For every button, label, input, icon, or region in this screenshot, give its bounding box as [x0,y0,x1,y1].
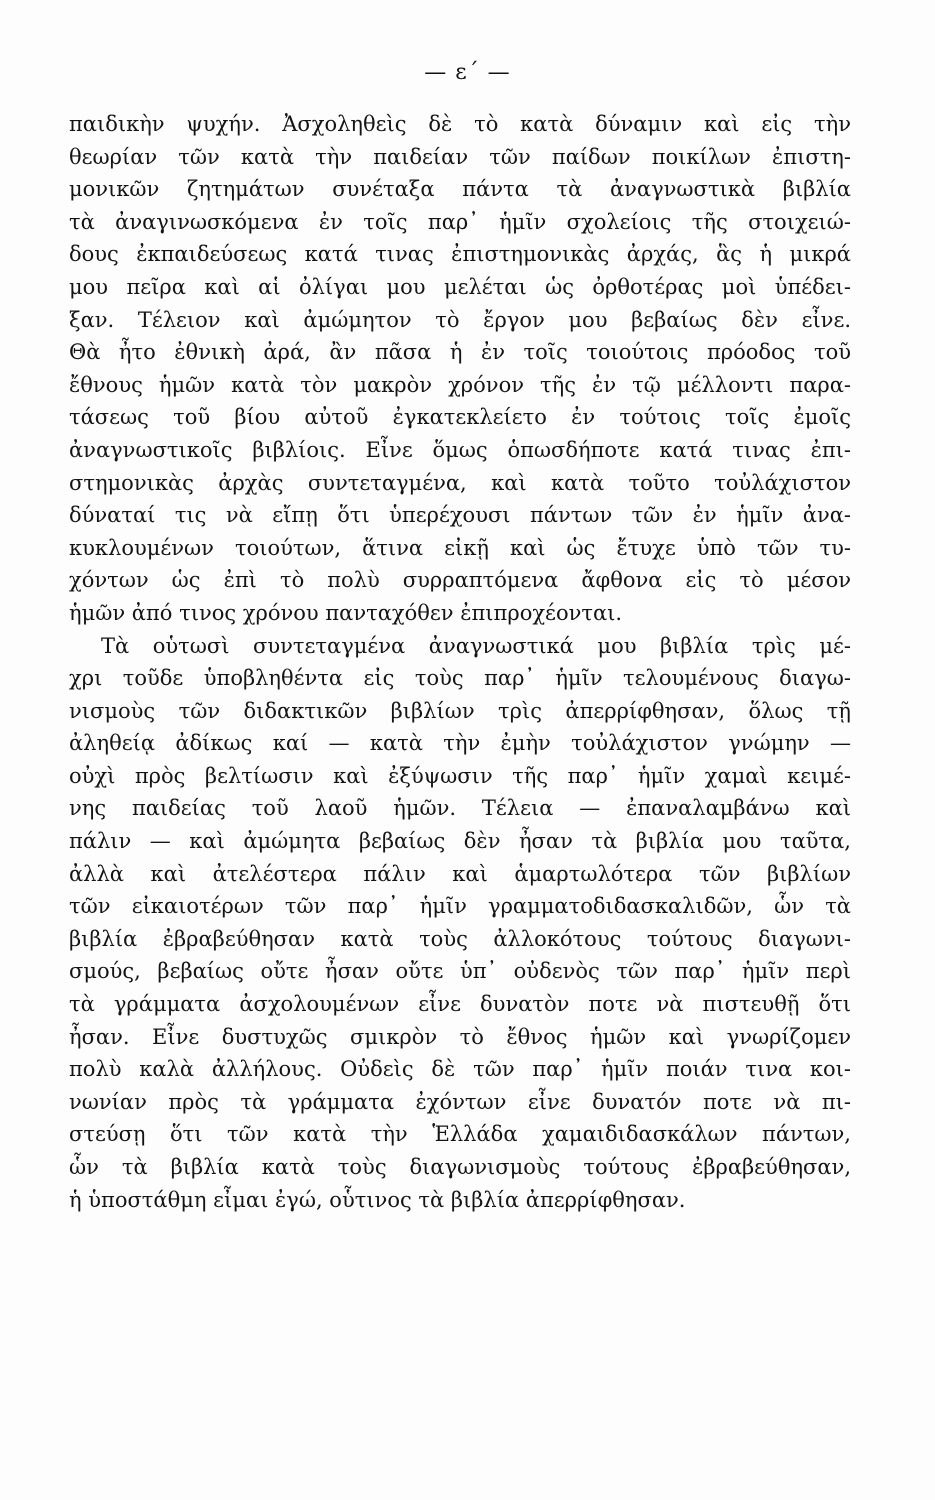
text-line: χρι τοῦδε ὑποβληθέντα εἰς τοὺς παρ᾽ ἡμῖν τελουμένους διαγω- [69,666,851,691]
text-line: ἀναγνωστικοῖς βιβλίοις. Εἶνε ὅμως ὁπωσδήποτε κατά τινας ἐπι- [69,437,851,462]
text-line: βιβλία ἐβραβεύθησαν κατὰ τοὺς ἀλλοκότους τούτους διαγωνι- [69,926,851,951]
text-line: Τὰ οὑτωσὶ συντεταγμένα ἀναγνωστικά μου βιβλία τρὶς μέ- [101,633,851,658]
text-line: πάλιν — καὶ ἀμώμητα βεβαίως δὲν ἦσαν τὰ βιβλία μου ταῦτα, [69,829,851,854]
text-line: στημονικὰς ἀρχὰς συντεταγμένα, καὶ κατὰ τοῦτο τοὐλάχιστον [69,470,851,495]
text-line: δύναταί τις νὰ εἴπῃ ὅτι ὑπερέχουσι πάντων τῶν ἐν ἡμῖν ἀνα- [69,503,851,528]
text-line: θεωρίαν τῶν κατὰ τὴν παιδείαν τῶν παίδων ποικίλων ἐπιστη- [69,144,851,169]
text-line: μονικῶν ζητημάτων συνέταξα πάντα τὰ ἀναγνωστικὰ βιβλία [69,177,851,202]
text-line: πολὺ καλὰ ἀλλήλους. Οὐδεὶς δὲ τῶν παρ᾽ ἡμῖν ποιάν τινα κοι- [69,1057,851,1082]
text-line: μου πεῖρα καὶ αἱ ὀλίγαι μου μελέται ὡς ὀρθοτέρας μοὶ ὑπέδει- [69,274,851,299]
text-line: στεύσῃ ὅτι τῶν κατὰ τὴν Ἑλλάδα χαμαιδιδασκάλων πάντων, [69,1122,851,1147]
text-line: ἡ ὑποστάθμη εἶμαι ἐγώ, οὗτινος τὰ βιβλία ἀπερρίφθησαν. [69,1187,686,1212]
text-line: ὧν τὰ βιβλία κατὰ τοὺς διαγωνισμοὺς τούτους ἐβραβεύθησαν, [69,1155,851,1179]
paragraph-2 [69,630,851,1217]
text-line: ξαν. Τέλειον καὶ ἀμώμητον τὸ ἔργον μου βεβαίως δὲν εἶνε. [69,307,851,332]
text-line: τάσεως τοῦ βίου αὐτοῦ ἐγκατεκλείετο ἐν τούτοις τοῖς ἐμοῖς [69,405,851,430]
text-line: παιδικὴν ψυχήν. Ἀσχοληθεὶς δὲ τὸ κατὰ δύναμιν καὶ εἰς τὴν [69,112,851,136]
text-line: νισμοὺς τῶν διδακτικῶν βιβλίων τρὶς ἀπερρίφθησαν, ὅλως τῇ [69,698,851,723]
text-line: Θὰ ἦτο ἐθνικὴ ἀρά, ἂν πᾶσα ἡ ἐν τοῖς τοιούτοις πρόοδος τοῦ [69,340,851,365]
text-line: ἦσαν. Εἶνε δυστυχῶς σμικρὸν τὸ ἔθνος ἡμῶν καὶ γνωρίζομεν [69,1024,851,1049]
text-line: χόντων ὡς ἐπὶ τὸ πολὺ συρραπτόμενα ἄφθονα εἰς τὸ μέσον [69,568,851,593]
text-line: ἔθνους ἡμῶν κατὰ τὸν μακρὸν χρόνον τῆς ἐν τῷ μέλλοντι παρα- [69,372,851,397]
text-line: νης παιδείας τοῦ λαοῦ ἡμῶν. Τέλεια — ἐπαναλαμβάνω καὶ [69,796,851,821]
text-line: οὐχὶ πρὸς βελτίωσιν καὶ ἐξύψωσιν τῆς παρ᾽ ἡμῖν χαμαὶ κειμέ- [69,763,851,788]
page-number: — ε΄ — [424,60,511,85]
text-line: τὰ γράμματα ἀσχολουμένων εἶνε δυνατὸν ποτε νὰ πιστευθῇ ὅτι [69,992,851,1017]
text-line: ἀληθείᾳ ἀδίκως καί — κατὰ τὴν ἐμὴν τοὐλάχιστον γνώμην — [69,731,851,756]
text-line: κυκλουμένων τοιούτων, ἅτινα εἰκῇ καὶ ὡς ἔτυχε ὑπὸ τῶν τυ- [69,535,851,560]
text-line: τὰ ἀναγινωσκόμενα ἐν τοῖς παρ᾽ ἡμῖν σχολείοις τῆς στοιχειώ- [69,209,851,234]
text-line: τῶν εἰκαιοτέρων τῶν παρ᾽ ἡμῖν γραμματοδιδασκαλιδῶν, ὧν τὰ [69,894,851,919]
text-line: ἡμῶν ἀπό τινος χρόνου πανταχόθεν ἐπιπροχέονται. [69,600,623,625]
body-text [69,108,851,1216]
text-line: σμούς, βεβαίως οὔτε ἦσαν οὔτε ὑπ᾽ οὐδενὸς τῶν παρ᾽ ἡμῖν περὶ [69,959,851,984]
text-line: νωνίαν πρὸς τὰ γράμματα ἐχόντων εἶνε δυνατόν ποτε νὰ πι- [69,1089,851,1114]
text-line: δους ἐκπαιδεύσεως κατά τινας ἐπιστημονικὰς ἀρχάς, ἃς ἡ μικρά [69,242,851,267]
paragraph-1 [69,108,851,630]
text-line: ἀλλὰ καὶ ἀτελέστερα πάλιν καὶ ἁμαρτωλότερα τῶν βιβλίων [69,861,851,886]
